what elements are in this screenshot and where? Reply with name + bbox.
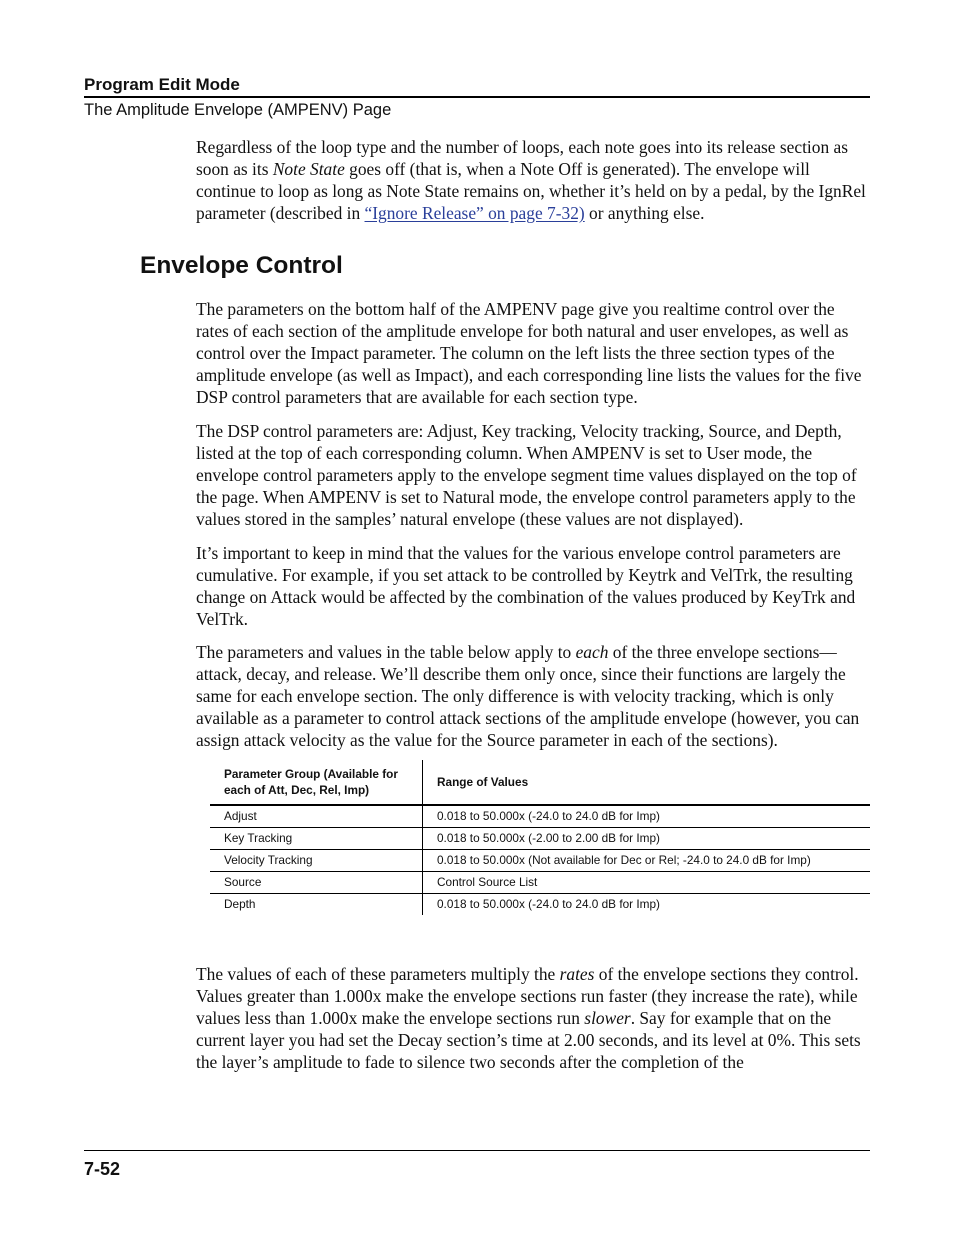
table-row (210, 872, 870, 894)
paragraph-4-text-1: The parameters and values in the table below apply to (196, 642, 576, 662)
page-number: 7-52 (84, 1159, 121, 1179)
table-row (210, 805, 870, 828)
parameter-name: Key Tracking (210, 828, 423, 850)
closing-text-1: The values of each of these parameters multiply the (196, 964, 560, 984)
header-parameter-group: Parameter Group (Available for each of Att, Dec, Rel, Imp) (210, 760, 423, 805)
parameter-range: 0.018 to 50.000x (-24.0 to 24.0 dB for Imp) (437, 897, 660, 911)
table-row (210, 828, 870, 850)
intro-text-3: or anything else. (584, 203, 705, 223)
closing-text-3: . Say for example that on the current layer you had set the Decay section’s time at 2.00 seconds, and its level at 0%. This sets the layer’s amplitude to fade to silence two seconds after the completion of the (196, 1008, 861, 1072)
section-heading: Envelope Control (140, 252, 343, 279)
parameter-name: Adjust (210, 805, 423, 828)
table-row (210, 850, 870, 872)
parameter-range: Control Source List (423, 872, 871, 894)
paragraph-2: The DSP control parameters are: Adjust, Key tracking, Velocity tracking, Source, and Depth, listed at the top of each corresponding column. When AMPENV is set to User mode, the envelope control parameters apply to the envelope segment time values displayed on the top of the page. When AMPENV is set to Natural mode, the envelope control parameters apply to the values stored in the samples’ natural envelope (these values are not displayed). (196, 421, 857, 529)
closing-italic-rates: rates (559, 964, 595, 984)
page-header (84, 75, 870, 121)
closing-paragraph (196, 963, 870, 1073)
table-row (210, 894, 870, 916)
parameter-range: 0.018 to 50.000x (Not available for Dec or Rel; -24.0 to 24.0 dB for Imp) (423, 850, 871, 872)
parameter-name: Depth (210, 894, 423, 916)
intro-text-2: goes off (that is, when a Note Off is generated). The envelope will continue to loop as long as Note State remains on, whether it’s held on by a pedal, by the IgnRel parameter (described in (196, 159, 866, 223)
header-range-of-values: Range of Values (423, 760, 871, 805)
ignore-release-link[interactable]: “Ignore Release” on page 7-32) (364, 203, 585, 223)
intro-text-1: Regardless of the loop type and the number of loops, each note goes into its release section as soon as its (196, 137, 848, 179)
intro-paragraph (196, 136, 870, 224)
intro-italic: Note State (272, 159, 345, 179)
parameter-name: Source (210, 872, 423, 894)
chapter-title: Program Edit Mode (84, 75, 240, 94)
parameter-range: 0.018 to 50.000x (-2.00 to 2.00 dB for Imp) (423, 828, 871, 850)
page-subtitle: The Amplitude Envelope (AMPENV) Page (84, 101, 392, 119)
parameter-range: 0.018 to 50.000x (-24.0 to 24.0 dB for Imp) (423, 805, 871, 828)
parameter-name: Velocity Tracking (210, 850, 423, 872)
paragraph-4-text-2: of the three envelope sections—attack, decay, and release. We’ll describe them only once, since their functions are largely the same for each envelope section. The only difference is with velocity tracking, which is only available as a parameter to control attack sections of the amplitude envelope (however, you can assign attack velocity as the value for the Source parameter in each of the sections). (196, 642, 860, 750)
closing-italic-slower: slower (584, 1008, 631, 1028)
table-header-row (210, 760, 870, 805)
paragraph-4 (196, 641, 870, 751)
paragraph-1: The parameters on the bottom half of the AMPENV page give you realtime control over the rates of each section of the amplitude envelope for both natural and user envelopes, as well as control over the Impact parameter. The column on the left lists the three section types of the amplitude envelope (as well as Impact), and each corresponding line lists the values for the five DSP control parameters that are available for each section type. (196, 299, 862, 407)
closing-text-2: of the envelope sections they control. Values greater than 1.000x make the envelope sections run faster (they increase the rate), while values less than 1.000x make the envelope sections run (196, 964, 859, 1028)
paragraph-4-italic: each (575, 642, 609, 662)
paragraph-3: It’s important to keep in mind that the values for the various envelope control parameters are cumulative. For example, if you set attack to be controlled by Keytrk and VelTrk, the resulting change on Attack would be affected by the combination of the values produced by KeyTrk and VelTrk. (196, 543, 856, 629)
footer-divider (84, 1150, 870, 1151)
parameter-table (210, 760, 870, 915)
